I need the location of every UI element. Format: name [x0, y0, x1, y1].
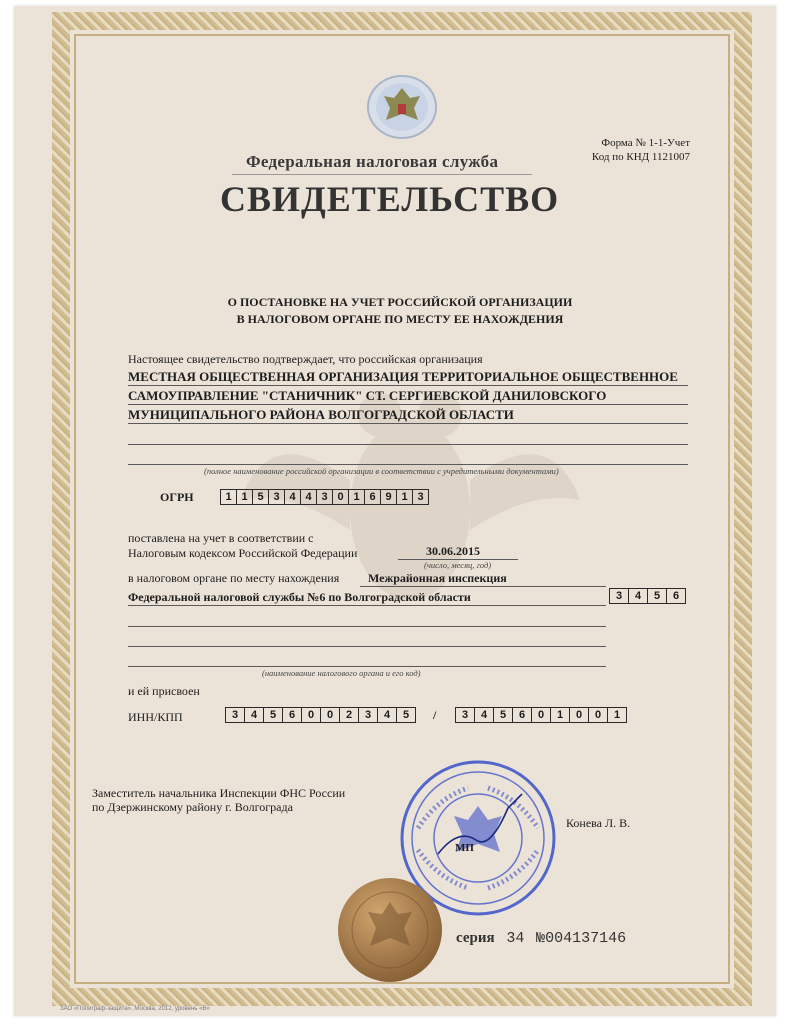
- org-name-line-2: САМОУПРАВЛЕНИЕ "СТАНИЧНИК" СТ. СЕРГИЕВСКОЙ ДАНИЛОВСКОГО: [128, 388, 607, 403]
- authority-code-digit: 3: [609, 588, 629, 604]
- kpp-digit: 6: [512, 707, 532, 723]
- ogrn-cells: [221, 489, 429, 505]
- ogrn-digit: 0: [332, 489, 349, 505]
- authority-line-2: Федеральной налоговой службы №6 по Волгоградской области: [128, 590, 471, 604]
- registration-date: 30.06.2015: [426, 544, 480, 558]
- inn-digit: 6: [282, 707, 302, 723]
- signer-name: Конева Л. В.: [566, 816, 631, 830]
- kpp-digit: 5: [493, 707, 513, 723]
- authority-intro: в налоговом органе по месту нахождения: [128, 571, 340, 585]
- inn-digit: 3: [358, 707, 378, 723]
- registration-text-1: поставлена на учет в соответствии с: [128, 531, 314, 545]
- ogrn-label: ОГРН: [160, 490, 194, 504]
- certificate-subtitle: [150, 294, 650, 328]
- field-line: [128, 464, 688, 465]
- field-line: [128, 626, 606, 627]
- inn-digit: 0: [301, 707, 321, 723]
- inn-kpp-label: ИНН/КПП: [128, 710, 183, 724]
- kpp-digit: 0: [569, 707, 589, 723]
- fns-emblem-icon: [366, 74, 438, 140]
- authority-caption: (наименование налогового органа и его код): [262, 668, 421, 678]
- subtitle-line-2: В НАЛОГОВОМ ОРГАНЕ ПО МЕСТУ ЕЕ НАХОЖДЕНИЯ: [236, 312, 564, 326]
- kpp-digit: 0: [531, 707, 551, 723]
- inn-digit: 4: [377, 707, 397, 723]
- inn-kpp-separator: /: [433, 708, 437, 722]
- kpp-digit: 4: [474, 707, 494, 723]
- hologram-seal-icon: [336, 876, 444, 984]
- field-line: [128, 666, 606, 667]
- field-line: [360, 586, 606, 587]
- agency-underline: [232, 174, 532, 175]
- ogrn-digit: 6: [364, 489, 381, 505]
- ogrn-digit: 4: [284, 489, 301, 505]
- authority-line-1: Межрайонная инспекция: [368, 571, 507, 585]
- field-line: [128, 444, 688, 445]
- kpp-digit: 0: [588, 707, 608, 723]
- kpp-digit: 1: [607, 707, 627, 723]
- org-name-caption: (полное наименование российской организации в соответствии с учредительными документами): [204, 466, 559, 476]
- field-line: [128, 605, 606, 606]
- ogrn-digit: 3: [268, 489, 285, 505]
- ogrn-digit: 5: [252, 489, 269, 505]
- org-name-line-1: МЕСТНАЯ ОБЩЕСТВЕННАЯ ОРГАНИЗАЦИЯ ТЕРРИТОРИАЛЬНОЕ ОБЩЕСТВЕННОЕ: [128, 369, 678, 384]
- seal-place-mark: МП: [455, 842, 474, 854]
- field-line: [128, 404, 688, 405]
- inn-digit: 3: [225, 707, 245, 723]
- printer-imprint: ЗАО «Полиграф-защита», Москва, 2012, уровень «В»: [60, 1006, 210, 1012]
- authority-code-digit: 6: [666, 588, 686, 604]
- signer-position-1: Заместитель начальника Инспекции ФНС России: [92, 786, 346, 800]
- series-number: [456, 930, 626, 947]
- ogrn-digit: 1: [396, 489, 413, 505]
- form-code-block: [560, 136, 690, 164]
- ogrn-digit: 1: [220, 489, 237, 505]
- series-value: 34: [506, 930, 525, 947]
- intro-text: Настоящее свидетельство подтверждает, что российская организация: [128, 352, 483, 366]
- authority-code-digit: 4: [628, 588, 648, 604]
- field-line: [128, 646, 606, 647]
- ogrn-digit: 9: [380, 489, 397, 505]
- registration-text-2: Налоговым кодексом Российской Федерации: [128, 546, 358, 560]
- ogrn-digit: 4: [300, 489, 317, 505]
- org-name-line-3: МУНИЦИПАЛЬНОГО РАЙОНА ВОЛГОГРАДСКОЙ ОБЛАСТИ: [128, 407, 514, 422]
- inn-digit: 4: [244, 707, 264, 723]
- inn-digit: 5: [396, 707, 416, 723]
- kpp-digit: 3: [455, 707, 475, 723]
- date-caption: (число, месяц, год): [424, 560, 492, 570]
- inn-digit: 5: [263, 707, 283, 723]
- subtitle-line-1: О ПОСТАНОВКЕ НА УЧЕТ РОССИЙСКОЙ ОРГАНИЗАЦИИ: [227, 295, 573, 309]
- assigned-text: и ей присвоен: [128, 684, 200, 698]
- inn-digit: 0: [320, 707, 340, 723]
- authority-code-cells: [610, 588, 686, 604]
- ogrn-digit: 3: [316, 489, 333, 505]
- organization-name: [128, 367, 698, 424]
- page-title: СВИДЕТЕЛЬСТВО: [220, 179, 560, 219]
- inn-cells: [226, 707, 416, 723]
- ogrn-digit: 1: [236, 489, 253, 505]
- kpp-digit: 1: [550, 707, 570, 723]
- signer-position-2: по Дзержинскому району г. Волгограда: [92, 800, 293, 814]
- kpp-cells: [456, 707, 627, 723]
- agency-name: Федеральная налоговая служба: [246, 152, 499, 171]
- knd-code: Код по КНД 1121007: [591, 151, 690, 163]
- certificate-number: №004137146: [536, 930, 627, 947]
- inn-digit: 2: [339, 707, 359, 723]
- ogrn-digit: 3: [412, 489, 429, 505]
- series-label: серия: [456, 930, 495, 946]
- authority-code-digit: 5: [647, 588, 667, 604]
- field-line: [128, 385, 688, 386]
- field-line: [128, 423, 688, 424]
- form-number: Форма № 1-1-Учет: [601, 137, 690, 149]
- ogrn-digit: 1: [348, 489, 365, 505]
